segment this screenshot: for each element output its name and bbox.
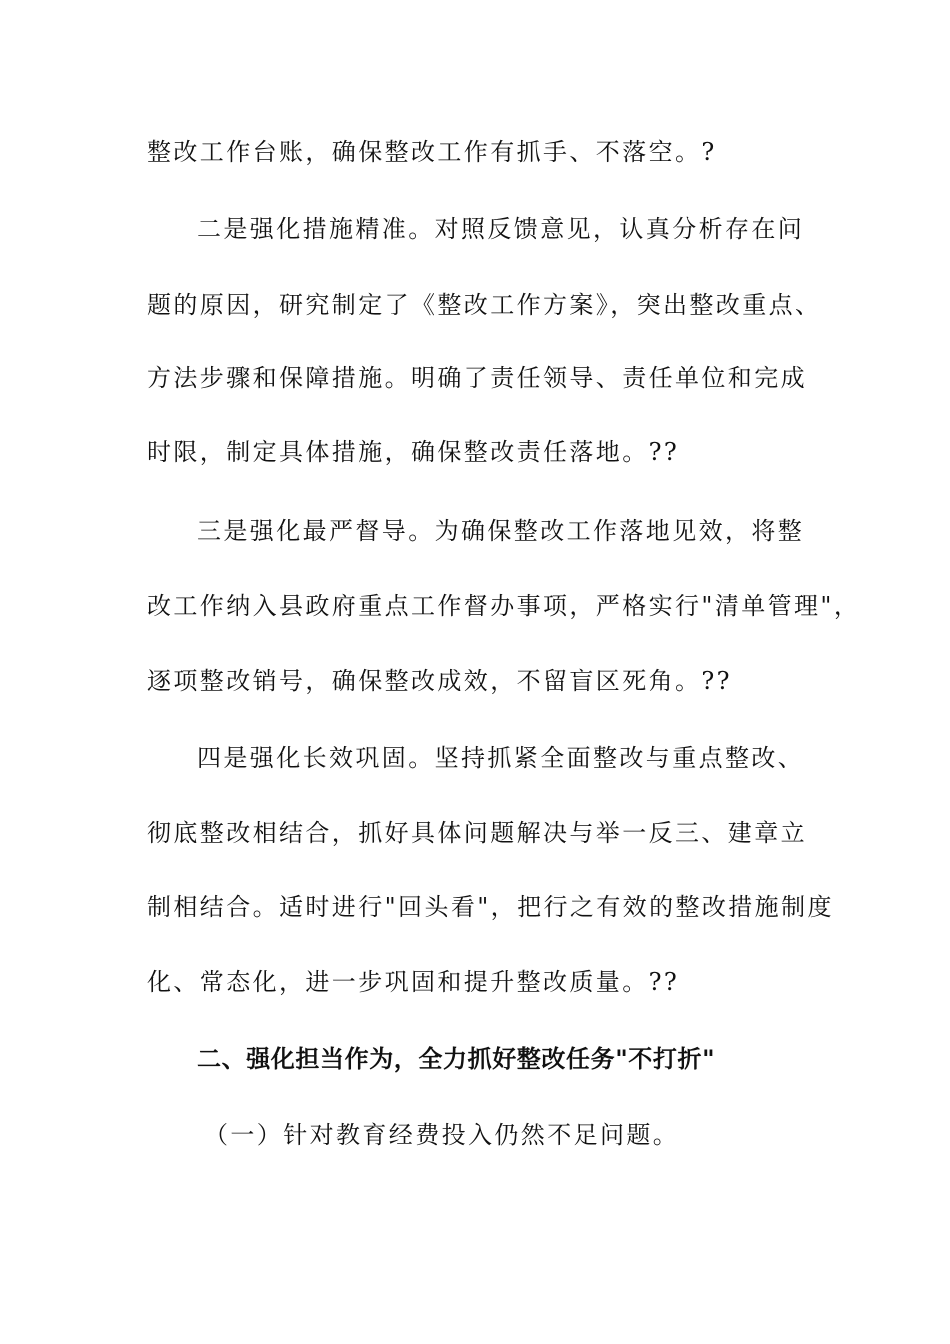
paragraph-line: 题的原因，研究制定了《整改工作方案》，突出整改重点、 — [147, 291, 822, 319]
paragraph-line: 三是强化最严督导。为确保整改工作落地见效，将整 — [197, 517, 805, 545]
paragraph-line: 时限，制定具体措施，确保整改责任落地。?? — [147, 438, 680, 466]
paragraph-line: 改工作纳入县政府重点工作督办事项，严格实行"清单管理"， — [147, 592, 861, 620]
paragraph-line: 逐项整改销号，确保整改成效，不留盲区死角。?? — [147, 667, 732, 695]
paragraph-line: 整改工作台账，确保整改工作有抓手、不落空。? — [147, 138, 717, 166]
paragraph-line: 制相结合。适时进行"回头看"，把行之有效的整改措施制度 — [147, 893, 834, 921]
paragraph-line: 二是强化措施精准。对照反馈意见，认真分析存在问 — [197, 215, 805, 243]
paragraph-line: 四是强化长效巩固。坚持抓紧全面整改与重点整改、 — [197, 744, 805, 772]
paragraph-line: 彻底整改相结合，抓好具体问题解决与举一反三、建章立 — [147, 819, 807, 847]
paragraph-line: 方法步骤和保障措施。明确了责任领导、责任单位和完成 — [147, 364, 807, 392]
section-heading: 二、强化担当作为，全力抓好整改任务"不打折" — [197, 1045, 716, 1073]
subsection-heading: （一）针对教育经费投入仍然不足问题。 — [204, 1121, 680, 1149]
paragraph-line: 化、常态化，进一步巩固和提升整改质量。?? — [147, 968, 680, 996]
